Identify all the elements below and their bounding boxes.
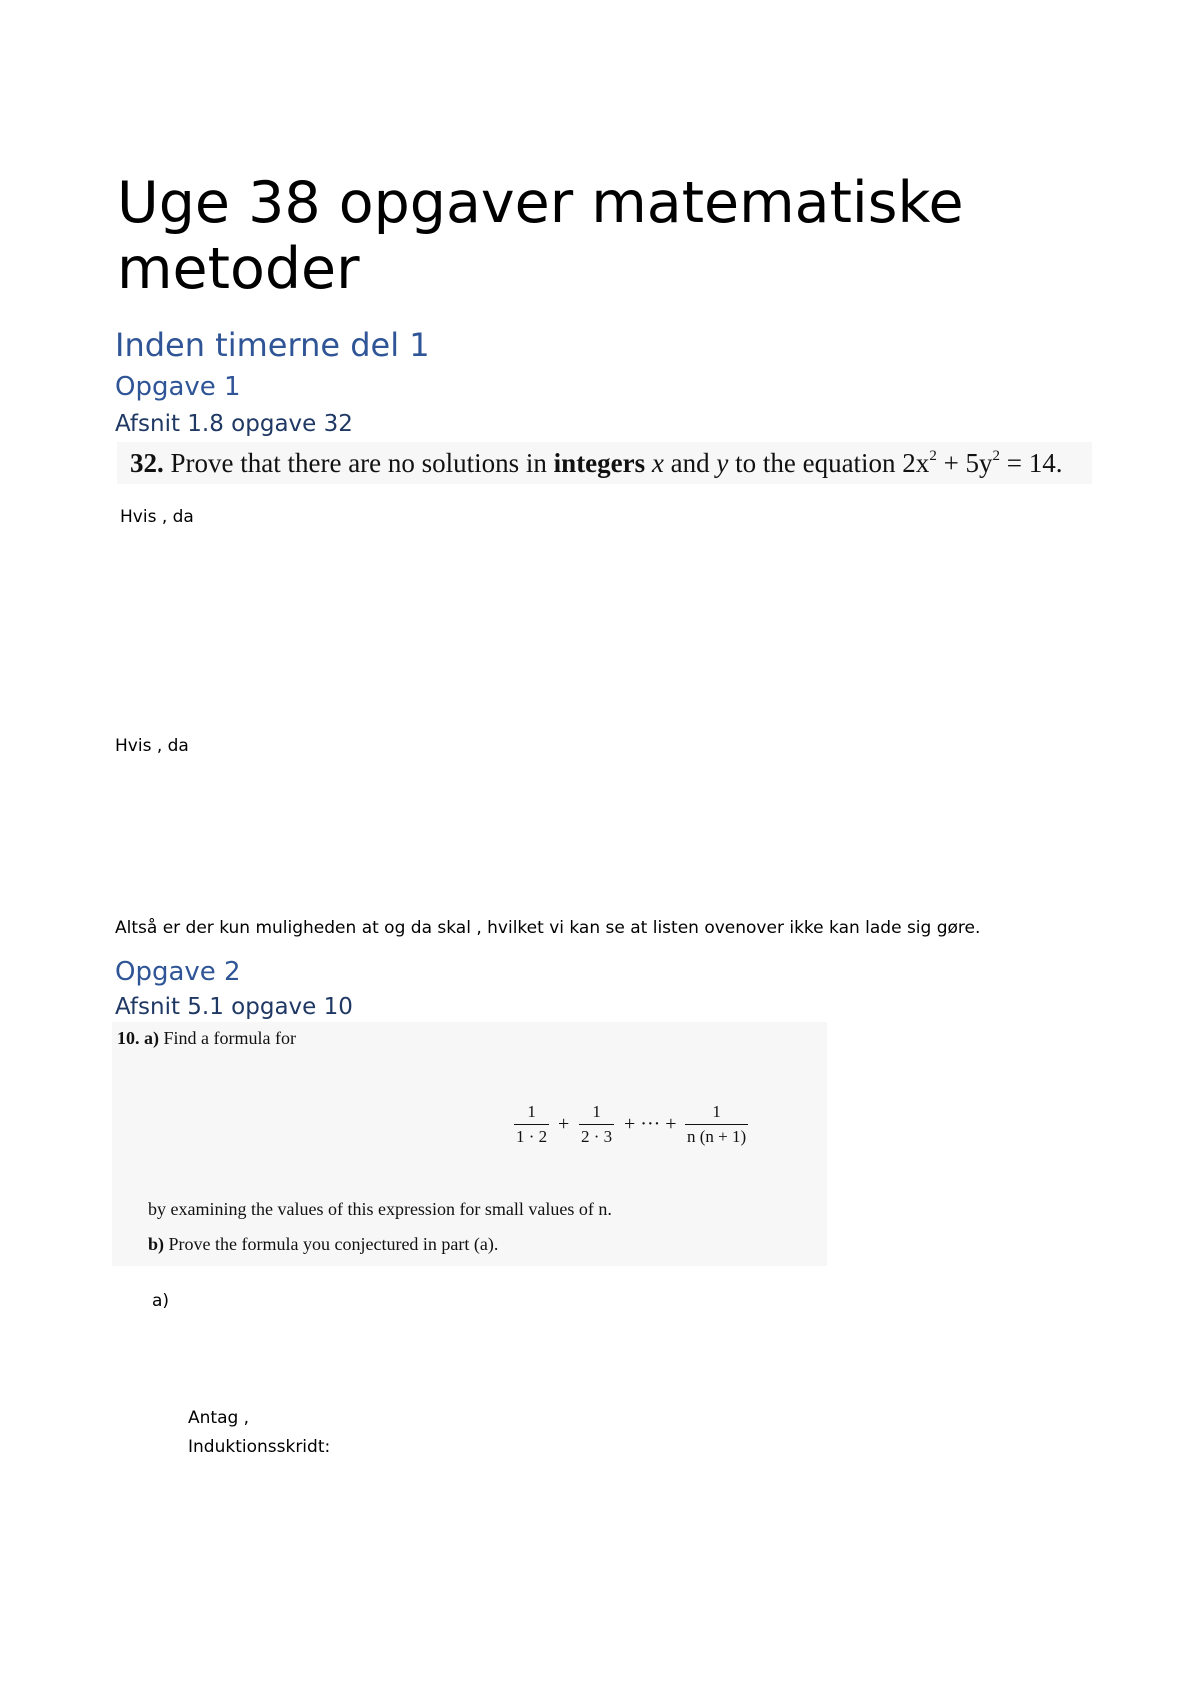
problem-10-line-a: [117, 1026, 296, 1050]
problem-text-a: Prove that there are no solutions in: [170, 448, 547, 478]
var-y: y: [716, 448, 729, 478]
subheading-afsnit-1-8: Afsnit 1.8 opgave 32: [115, 411, 353, 437]
plus-sign-1: +: [558, 1113, 570, 1135]
problem-text-and: and: [670, 448, 710, 478]
plus-ellipsis: + ··· +: [624, 1113, 677, 1135]
problem-10-image: [112, 1022, 827, 1266]
conclusion-text: Altså er der kun muligheden at og da skal , hvilket vi kan se at listen ovenover ikke kan lade sig gøre.: [115, 918, 981, 938]
fraction-3: [685, 1100, 748, 1149]
problem-32-text: [130, 446, 1063, 480]
exponent-1: 2: [929, 448, 937, 464]
induktionsskridt-text: Induktionsskridt:: [188, 1437, 331, 1457]
problem-10-label-b: b): [148, 1234, 165, 1254]
fraction-3-numerator: 1: [685, 1100, 748, 1125]
problem-10-line-b: by examining the values of this expression for small values of n.: [148, 1199, 612, 1219]
problem-number: 32.: [130, 448, 164, 478]
fraction-2: [579, 1100, 614, 1149]
fraction-1-denominator: 1 · 2: [516, 1127, 548, 1146]
exponent-2: 2: [992, 448, 1001, 464]
antag-text: Antag ,: [188, 1408, 250, 1428]
heading-inden-timerne: Inden timerne del 1: [115, 326, 430, 364]
problem-text-g: = 14.: [1000, 448, 1063, 478]
hvis-line-1: Hvis , da: [120, 507, 194, 527]
fraction-3-denominator: n (n + 1): [687, 1127, 747, 1146]
subheading-afsnit-5-1: Afsnit 5.1 opgave 10: [115, 994, 353, 1020]
problem-32-image: [117, 442, 1092, 484]
problem-10-label-a: 10. a): [117, 1028, 159, 1048]
fraction-2-denominator: 2 · 3: [581, 1127, 613, 1146]
problem-10-find-formula: Find a formula for: [163, 1028, 296, 1048]
fraction-1: [514, 1100, 549, 1149]
heading-opgave-2: Opgave 2: [115, 957, 241, 987]
problem-10-prove: Prove the formula you conjectured in part (a).: [168, 1234, 499, 1254]
heading-opgave-1: Opgave 1: [115, 372, 241, 402]
problem-10-line-c: [148, 1232, 498, 1256]
var-x: x: [651, 448, 664, 478]
problem-text-e: to the equation 2x: [735, 448, 930, 478]
fraction-2-numerator: 1: [579, 1100, 614, 1125]
hvis-line-2: Hvis , da: [115, 736, 189, 756]
fraction-1-numerator: 1: [514, 1100, 549, 1125]
problem-text-f: + 5y: [936, 448, 993, 478]
document-title: Uge 38 opgaver matematiske metoder: [117, 170, 964, 302]
part-a-label: a): [152, 1291, 170, 1311]
problem-bold-word: integers: [553, 448, 646, 478]
